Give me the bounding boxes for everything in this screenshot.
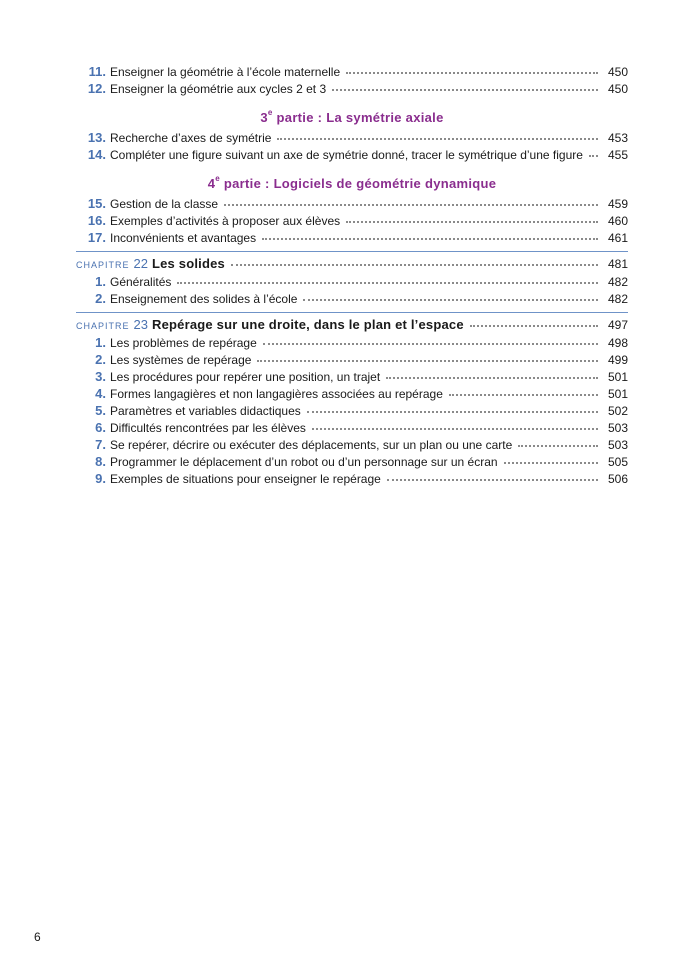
dot-leader [449, 390, 598, 396]
chapter-label: CHAPITRE [76, 321, 130, 331]
toc-entry[interactable] [76, 63, 628, 80]
dot-leader [518, 441, 598, 447]
entry-title: Les procédures pour repérer une position, un trajet [110, 370, 381, 384]
entry-title: Généralités [110, 275, 172, 289]
entry-number: 8. [95, 454, 106, 469]
toc-group-symmetry [76, 129, 628, 163]
entry-page: 506 [607, 472, 628, 486]
toc-entry[interactable] [76, 402, 628, 419]
dot-leader [386, 373, 598, 379]
part-title: partie : Logiciels de géométrie dynamique [220, 176, 497, 191]
entry-number: 12. [87, 81, 106, 96]
toc-group-dynamic-geometry [76, 195, 628, 246]
entry-title: Enseigner la géométrie aux cycles 2 et 3 [110, 82, 327, 96]
dot-leader [263, 339, 598, 345]
toc-entry[interactable] [76, 273, 628, 290]
dot-leader [470, 321, 598, 327]
entry-title: Enseigner la géométrie à l’école maternelle [110, 65, 341, 79]
chapter-22-heading[interactable] [76, 251, 628, 273]
dot-leader [387, 475, 598, 481]
chapter-page: 497 [607, 318, 628, 332]
dot-leader [307, 407, 598, 413]
toc-entry[interactable] [76, 470, 628, 487]
entry-title: Compléter une figure suivant un axe de symétrie donné, tracer le symétrique d’une figure [110, 148, 583, 162]
part-number: 3 [260, 110, 268, 125]
dot-leader [231, 260, 598, 266]
entry-page: 503 [607, 438, 628, 452]
entry-number: 1. [95, 274, 106, 289]
dot-leader [177, 278, 598, 284]
entry-number: 15. [87, 196, 106, 211]
entry-number: 9. [95, 471, 106, 486]
dot-leader [312, 424, 598, 430]
toc-entry[interactable] [76, 212, 628, 229]
entry-page: 453 [607, 131, 628, 145]
entry-page: 482 [607, 292, 628, 306]
entry-title: Enseignement des solides à l’école [110, 292, 298, 306]
entry-number: 3. [95, 369, 106, 384]
toc-group-geometry-teaching [76, 63, 628, 97]
part-4-heading [76, 175, 628, 192]
entry-page: 502 [607, 404, 628, 418]
part-title: partie : La symétrie axiale [272, 110, 444, 125]
part-number: 4 [207, 176, 216, 191]
dot-leader [262, 234, 598, 240]
toc-entry[interactable] [76, 385, 628, 402]
dot-leader [504, 458, 598, 464]
chapter-23-heading[interactable] [76, 312, 628, 334]
entry-number: 2. [95, 291, 106, 306]
entry-number: 7. [95, 437, 106, 452]
chapter-number: 22 [133, 256, 148, 271]
entry-page: 498 [607, 336, 628, 350]
entry-title: Difficultés rencontrées par les élèves [110, 421, 306, 435]
dot-leader [332, 85, 598, 91]
entry-number: 1. [95, 335, 106, 350]
dot-leader [303, 295, 598, 301]
entry-number: 14. [87, 147, 106, 162]
entry-page: 461 [607, 231, 628, 245]
dot-leader [224, 200, 598, 206]
toc-entry[interactable] [76, 290, 628, 307]
chapter-23-entries [76, 334, 628, 487]
entry-title: Inconvénients et avantages [110, 231, 257, 245]
entry-page: 503 [607, 421, 628, 435]
part-3-heading [76, 109, 628, 126]
entry-page: 455 [607, 148, 628, 162]
toc-entry[interactable] [76, 419, 628, 436]
entry-page: 501 [607, 387, 628, 401]
toc-entry[interactable] [76, 195, 628, 212]
entry-title: Programmer le déplacement d’un robot ou d’un personnage sur un écran [110, 455, 498, 469]
table-of-contents [76, 63, 628, 487]
dot-leader [346, 217, 598, 223]
chapter-label: CHAPITRE [76, 260, 130, 270]
entry-page: 450 [607, 65, 628, 79]
entry-title: Paramètres et variables didactiques [110, 404, 301, 418]
entry-page: 459 [607, 197, 628, 211]
entry-title: Se repérer, décrire ou exécuter des déplacements, sur un plan ou une carte [110, 438, 513, 452]
entry-number: 5. [95, 403, 106, 418]
entry-number: 17. [87, 230, 106, 245]
entry-page: 450 [607, 82, 628, 96]
entry-number: 16. [87, 213, 106, 228]
entry-title: Exemples d’activités à proposer aux élèves [110, 214, 341, 228]
toc-entry[interactable] [76, 229, 628, 246]
part-ordinal-suffix: e [267, 108, 273, 117]
chapter-22-entries [76, 273, 628, 307]
toc-entry[interactable] [76, 368, 628, 385]
entry-number: 6. [95, 420, 106, 435]
toc-entry[interactable] [76, 453, 628, 470]
chapter-page: 481 [607, 257, 628, 271]
entry-title: Les problèmes de repérage [110, 336, 257, 350]
entry-title: Formes langagières et non langagières associées au repérage [110, 387, 443, 401]
toc-entry[interactable] [76, 334, 628, 351]
entry-page: 499 [607, 353, 628, 367]
dot-leader [277, 134, 598, 140]
toc-entry[interactable] [76, 436, 628, 453]
entry-page: 505 [607, 455, 628, 469]
dot-leader [257, 356, 598, 362]
entry-title: Exemples de situations pour enseigner le repérage [110, 472, 381, 486]
entry-number: 4. [95, 386, 106, 401]
entry-page: 501 [607, 370, 628, 384]
chapter-number: 23 [133, 317, 148, 332]
toc-entry[interactable] [76, 129, 628, 146]
entry-page: 460 [607, 214, 628, 228]
chapter-title: Repérage sur une droite, dans le plan et l’espace [151, 317, 464, 332]
entry-number: 2. [95, 352, 106, 367]
entry-title: Recherche d’axes de symétrie [110, 131, 272, 145]
page-number: 6 [34, 930, 41, 944]
entry-title: Gestion de la classe [110, 197, 219, 211]
entry-number: 13. [87, 130, 106, 145]
entry-title: Les systèmes de repérage [110, 353, 252, 367]
entry-number: 11. [88, 64, 106, 79]
part-ordinal-suffix: e [215, 174, 220, 183]
dot-leader [346, 68, 598, 74]
toc-entry[interactable] [76, 351, 628, 368]
toc-entry[interactable] [76, 146, 628, 163]
toc-entry[interactable] [76, 80, 628, 97]
entry-page: 482 [607, 275, 628, 289]
dot-leader [589, 151, 598, 157]
chapter-title: Les solides [151, 256, 225, 271]
